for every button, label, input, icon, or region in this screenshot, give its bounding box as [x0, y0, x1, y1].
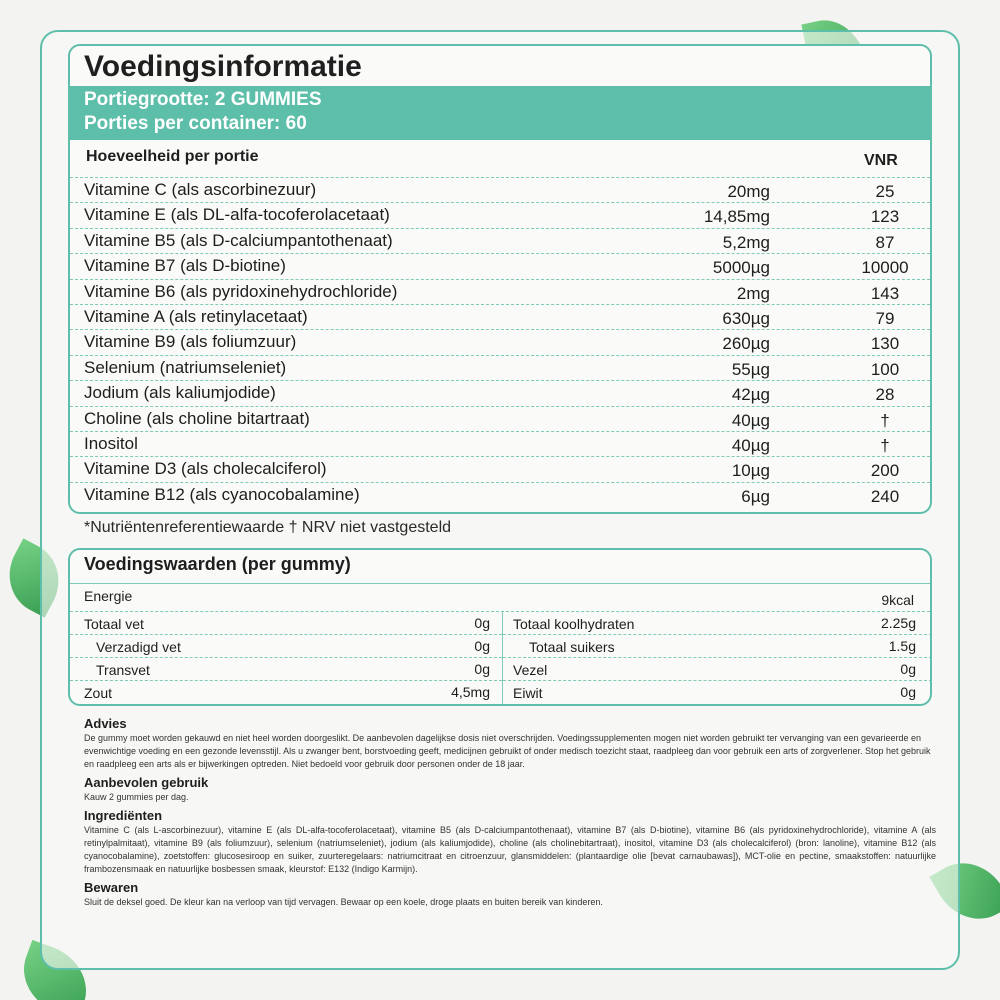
values-row	[503, 612, 932, 635]
panel-title: Voedingswaarden (per gummy)	[70, 550, 930, 584]
nutrient-vnr: †	[880, 435, 890, 455]
nutrient-amount: 5000µg	[712, 258, 770, 278]
value-label: Zout	[84, 685, 113, 701]
value-amount: 1.5g	[888, 638, 916, 654]
nutrient-vnr: 123	[870, 207, 900, 227]
nutrient-name: Vitamine E (als DL-alfa-tocoferolacetaat)	[84, 205, 390, 225]
ingredienten-text: Vitamine C (als L-ascorbinezuur), vitamine E (als DL-alfa-tocoferolacetaat), vitamine B5 (als D-calciumpantothenaat), vitamine B7 (als D-biotine), vitamine B6 (als pyridoxinehydrochloride), vitamine A (als retinylpalmitaat), vitamine B9 (als foliumzuur), selenium (natriumseleniet), jodium (als kaliumjodide), choline (als cholinebitartraat), inositol, vitamine D3 (als cholecalciferol) (bron: lanoline), vitamine B12 (als cyanocobalamine), zoetstoffen: glucosesiroop en suiker, zuurteregelaars: natriumcitraat en citroenzuur, glansmiddelen: (plantaardige olie [bevat carnaubawas]), MCT-olie en pectine, smaakstoffen: natuurlijke frambozensmaak en natuurlijke bosbessen smaak, kleurstof: E132 (Indigo Karmijn).	[84, 825, 936, 874]
table-row	[70, 330, 930, 355]
table-row	[70, 178, 930, 203]
nutrition-facts-panel	[68, 44, 932, 514]
nutrient-vnr: 100	[870, 359, 900, 379]
values-right-column	[503, 612, 932, 704]
header-vnr: VNR	[864, 152, 898, 169]
nutrient-name: Vitamine D3 (als cholecalciferol)	[84, 459, 327, 479]
value-amount: 0g	[900, 684, 916, 700]
table-row	[70, 407, 930, 432]
value-label: Totaal vet	[84, 616, 144, 632]
nutrient-vnr: 130	[870, 334, 900, 354]
nutrient-amount: 40µg	[731, 435, 770, 455]
table-row	[70, 229, 930, 254]
value-label: Transvet	[96, 662, 150, 678]
table-header	[70, 140, 930, 178]
values-row	[70, 658, 502, 681]
advies-text: De gummy moet worden gekauwd en niet heel worden doorgeslikt. De aanbevolen dagelijkse dosis niet overschrijden. Voedingssupplementen mogen niet worden gebruikt ter vervanging van een gevarieerde en evenwichtige voeding en een gezonde levensstijl. Als u zwanger bent, borstvoeding geeft, medicijnen gebruikt of onder medisch toezicht staat, raadpleeg dan voor gebruik een arts of zorgverlener. Stop het gebruik en raadpleeg een arts als er bijwerkingen optreden. Niet bedoeld voor gebruik door personen onder de 18 jaar.	[84, 733, 931, 769]
value-amount: 4,5mg	[451, 684, 490, 700]
table-row	[70, 280, 930, 305]
energy-label: Energie	[84, 588, 133, 604]
value-label: Eiwit	[513, 685, 543, 701]
value-label: Verzadigd vet	[96, 639, 181, 655]
table-row	[70, 432, 930, 457]
servings-per-container: Porties per container: 60	[84, 113, 307, 134]
table-row	[70, 203, 930, 228]
nutrient-amount: 6µg	[741, 486, 770, 506]
table-row	[70, 457, 930, 482]
nutrient-vnr: 143	[870, 283, 900, 303]
nutrition-values-panel	[68, 548, 932, 706]
energy-value: 9kcal	[881, 592, 914, 608]
nutrient-vnr: †	[880, 410, 890, 430]
values-row	[503, 635, 932, 658]
nutrient-vnr: 79	[875, 308, 895, 328]
nutrient-vnr: 10000	[861, 258, 909, 278]
value-label: Vezel	[513, 662, 548, 678]
value-label: Totaal suikers	[529, 639, 615, 655]
nutrient-amount: 2mg	[736, 283, 770, 303]
values-left-column	[70, 612, 502, 704]
nutrient-name: Vitamine B12 (als cyanocobalamine)	[84, 484, 360, 504]
nutrient-vnr: 240	[870, 486, 900, 506]
nutrient-amount: 40µg	[731, 410, 770, 430]
nutrient-amount: 20mg	[727, 182, 770, 201]
nutrient-vnr: 87	[875, 232, 895, 252]
table-row	[70, 254, 930, 279]
nutrient-amount: 14,85mg	[703, 207, 770, 227]
nutrient-amount: 260µg	[722, 334, 770, 354]
footnote: *Nutriëntenreferentiewaarde † NRV niet vastgesteld	[84, 519, 452, 536]
value-amount: 2.25g	[880, 615, 916, 631]
values-grid	[70, 612, 930, 704]
header-amount: Hoeveelheid per portie	[86, 148, 259, 165]
nutrient-amount: 42µg	[731, 385, 770, 405]
table-row	[70, 305, 930, 330]
nutrient-name: Vitamine B9 (als foliumzuur)	[84, 332, 297, 352]
nutrient-table	[70, 178, 930, 508]
nutrient-name: Vitamine B7 (als D-biotine)	[84, 256, 286, 276]
ingredienten-title: Ingrediënten	[84, 808, 163, 823]
nutrient-name: Selenium (natriumseleniet)	[84, 357, 287, 377]
panel-title: Voedingsinformatie	[84, 50, 362, 83]
values-row	[503, 658, 932, 681]
bewaren-title: Bewaren	[84, 880, 139, 895]
nutrient-name: Vitamine A (als retinylacetaat)	[84, 306, 308, 326]
table-row	[70, 381, 930, 406]
bewaren-text: Sluit de deksel goed. De kleur kan na verloop van tijd vervagen. Bewaar op een koele, droge plaats en buiten bereik van kinderen.	[84, 897, 603, 907]
energy-row	[70, 584, 930, 612]
gebruik-text: Kauw 2 gummies per dag.	[84, 792, 189, 802]
nutrient-name: Inositol	[84, 433, 138, 453]
value-amount: 0g	[900, 661, 916, 677]
nutrient-name: Vitamine C (als ascorbinezuur)	[84, 180, 317, 199]
values-row	[70, 681, 502, 704]
nutrient-vnr: 28	[875, 385, 895, 405]
serving-size: Portiegrootte: 2 GUMMIES	[84, 89, 322, 110]
nutrient-name: Vitamine B6 (als pyridoxinehydrochloride)	[84, 281, 398, 301]
nutrient-amount: 10µg	[731, 461, 770, 481]
values-row	[70, 635, 502, 658]
value-amount: 0g	[474, 615, 490, 631]
nutrient-name: Vitamine B5 (als D-calciumpantothenaat)	[84, 230, 393, 250]
gebruik-title: Aanbevolen gebruik	[84, 775, 209, 790]
info-section	[84, 712, 936, 909]
nutrient-vnr: 200	[870, 461, 900, 481]
value-amount: 0g	[474, 661, 490, 677]
nutrient-amount: 55µg	[731, 359, 770, 379]
advies-title: Advies	[84, 716, 127, 731]
nutrient-amount: 5,2mg	[722, 232, 770, 252]
nutrient-name: Jodium (als kaliumjodide)	[84, 383, 276, 403]
serving-band	[70, 86, 930, 140]
values-row	[70, 612, 502, 635]
values-row	[503, 681, 932, 704]
value-label: Totaal koolhydraten	[513, 616, 635, 632]
nutrient-vnr: 25	[875, 182, 895, 201]
nutrient-amount: 630µg	[722, 308, 770, 328]
nutrient-name: Choline (als choline bitartraat)	[84, 408, 310, 428]
value-amount: 0g	[474, 638, 490, 654]
table-row	[70, 483, 930, 508]
table-row	[70, 356, 930, 381]
